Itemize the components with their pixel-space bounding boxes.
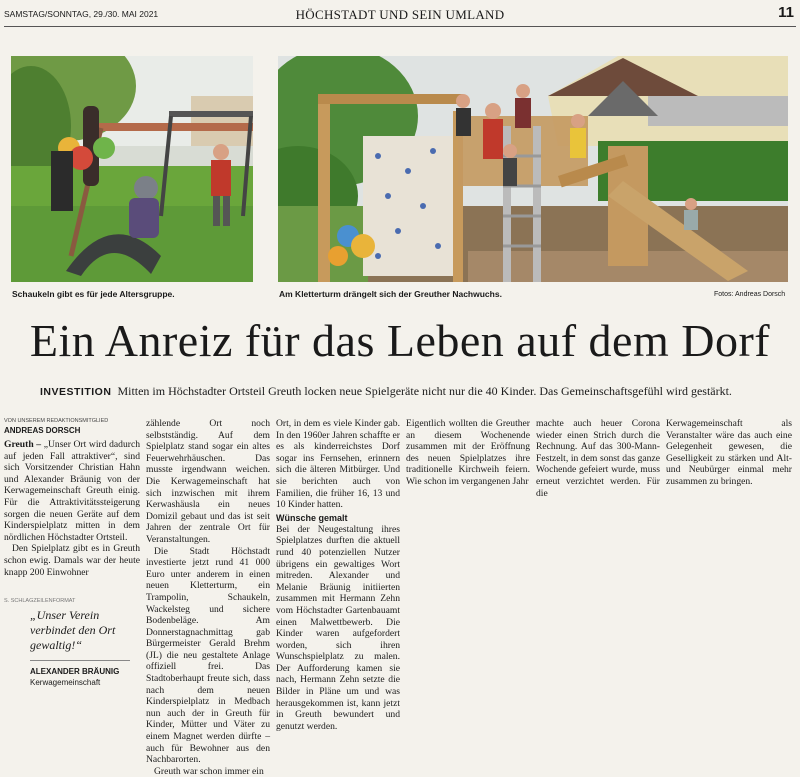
article-column-6 [666,418,792,488]
quote-author: ALEXANDER BRÄUNIG [30,667,120,676]
article-paragraph: Die Stadt Höchstadt investierte jetzt rund 41 000 Euro unter anderem in einen neuen Kletterturm, ein Trampolin, Schaukeln, Wackelsteg und sichere Bodenbeläge. Am Donnerstagnachmittag gab Bürgermeister Gerald Brehm (JL) die neu gestaltete Anlage offiziell frei. Das Stadtoberhaupt freute sich, dass nach dem neuen Kinderspielplatz in Medbach nun auch der in Greuth für Kinder, Mütter und Väter zu einem Magnet werden dürfte – auch für Bewohner aus den Nachbarorten. [146,545,270,766]
quote-label: S. SCHLAGZEILENFORMAT [4,598,76,604]
article-paragraph: Bei der Neugestaltung ihres Spielplatzes durften die aktuell rund 40 potenziellen Nutzer übrigens ein gewaltiges Wort mitreden. Alexander und Melanie Bräunig initiierten zusammen mit Hermann Zehn vom Höchstadter Gartenbauamt einen Malwettbewerb. Die Kinder waren aufgefordert worden, sich ihren Wunschspielplatz zu malen. Der Aufforderung kamen sie nach, Hermann Zehn setzte die Bilder in Pläne um und was herausgekommen ist, kann jetzt in Greuth bewundert und genutzt werden. [276,523,400,732]
photo-climbing-tower [278,56,788,282]
article-paragraph: Greuth war schon immer ein [154,765,264,777]
article-paragraph: machte auch heuer Corona wieder einen Strich durch die Rechnung. Auf das 300-Mann-Festzelt, in dem sonst das ganze Wochende gefeiert wurde, muss erneut verzichtet werden. Für die [536,418,660,499]
article-paragraph: Greuth – „Unser Ort wird dadurch auf jeden Fall attraktiver“, sind sich Vorsitzender Christian Hahn und Alexander Bräunig von der Kerwagemeinschaft Greuth einig. Für die Attraktivitätssteigerung sorgen die neuen Geräte auf dem Kinderspielplatz mitten in dem nördlichen Höchstadter Ortsteil. [4,439,141,543]
issue-date: SAMSTAG/SONNTAG, 29./30. MAI 2021 [4,9,159,19]
subheading: Wünsche gemalt [276,512,348,523]
article-column-4 [406,418,530,488]
byline-author: ANDREAS DORSCH [4,426,81,435]
article-paragraph: Ort, in dem es viele Kinder gab. In den 1960er Jahren schaffte er es als kinderreichstes Dorf sogar ins Fernsehen, erinnern sich die älteren Mitbürger. Und sie berichten auch von Familien, die früher 16, 13 und 10 Kinder hatten. [276,418,400,511]
article-paragraph: Den Spielplatz gibt es in Greuth schon ewig. Damals war der heute knapp 200 Einwohner [4,543,140,578]
article-column-1 [4,418,140,578]
article-paragraph: Kerwagemeinschaft als Veranstalter wäre das auch eine Gelegenheit gewesen, die Geselligkeit zu stärken und Alt- und Neubürger einmal mehr zusammen zu bringen. [666,418,792,487]
article-paragraph: Eigentlich wollten die Greuther an diesem Wochenende zusammen mit der Eröffnung des neuen Spielplatzes ihre traditionelle Kirchweih feiern. Wie schon im vergangenen Jahr [406,418,530,487]
article-column-2 [146,418,270,777]
subheadline [40,384,780,399]
divider [30,660,130,661]
headline: Ein Anreiz für das Leben auf dem Dorf [29,315,771,366]
photo-caption-climbing: Am Kletterturm drängelt sich der Greuther Nachwuchs. [279,289,502,299]
photo-caption-swings: Schaukeln gibt es für jede Altersgruppe. [12,289,175,299]
dateline: Greuth – [4,439,42,450]
article-paragraph: zählende Ort noch selbstständig. Auf dem Spielplatz stand sogar ein altes Feuerwehrhäuschen. Das musste irgendwann weichen. Die Kerwagemeinschaft hat sich inzwischen mit ihrem Kerwashäusla ein neues Domizil gebaut und das ist seit Jahren der zentrale Ort für Veranstaltungen. [146,418,270,545]
byline-source: VON UNSEREM REDAKTIONSMITGLIED [4,418,109,424]
kicker: INVESTITION [40,386,112,398]
article-column-5 [536,418,660,499]
photo-credit: Fotos: Andreas Dorsch [714,291,786,298]
page-header [4,4,796,27]
page-number: 11 [778,4,794,21]
photo-swings [11,56,253,282]
subheadline-text: Mitten im Höchstadter Ortsteil Greuth locken neue Spielgeräte nicht nur die 40 Kinder. Das Gemeinschaftsgefühl wird gestärkt. [117,384,732,398]
section-title: HÖCHSTADT UND SEIN UMLAND [295,7,505,22]
quote-author-role: Kerwagemeinschaft [30,678,101,687]
pull-quote: „Unser Verein verbindet den Ort gewaltig!“ [30,608,116,652]
article-column-3 [276,418,400,732]
